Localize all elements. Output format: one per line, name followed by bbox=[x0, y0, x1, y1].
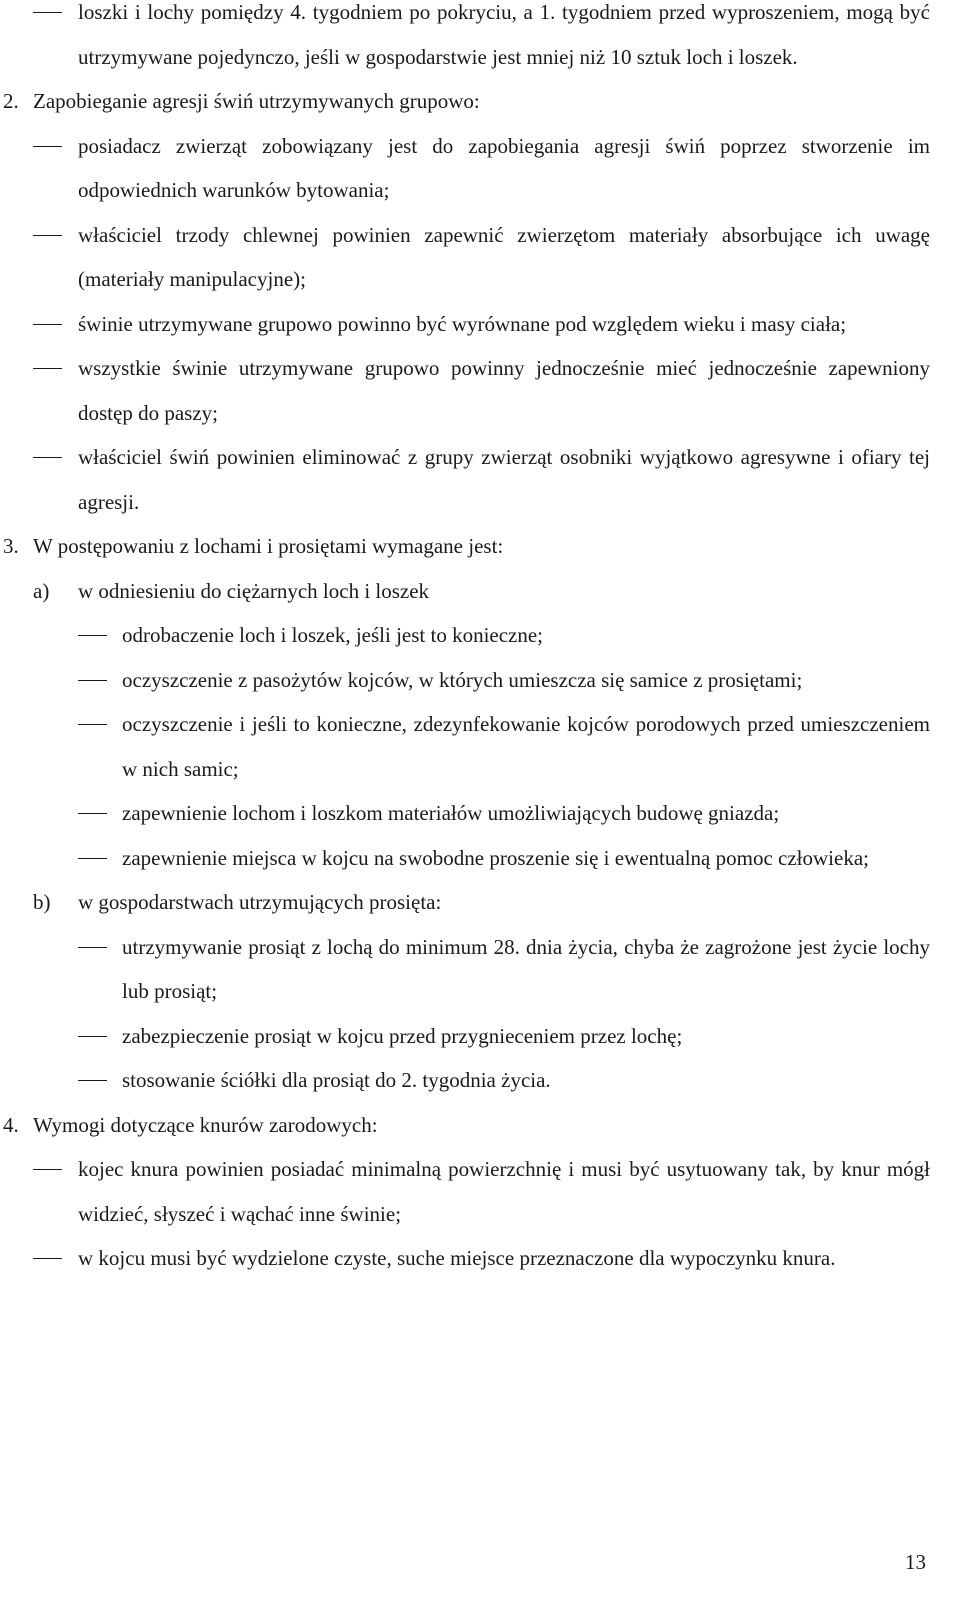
list-item-text: posiadacz zwierząt zobowiązany jest do zapobiegania agresji świń poprzez stworzenie im odpowiednich warunków bytowania; bbox=[78, 133, 930, 202]
subsection-heading bbox=[0, 880, 960, 925]
list-item-text: zabezpieczenie prosiąt w kojcu przed przygnieceniem przez lochę; bbox=[122, 1023, 683, 1048]
dash-bullet bbox=[33, 324, 62, 325]
dash-bullet bbox=[33, 1258, 62, 1259]
list-item bbox=[0, 702, 960, 791]
dash-bullet bbox=[33, 368, 62, 369]
dash-bullet bbox=[33, 146, 62, 147]
dash-bullet bbox=[78, 1080, 107, 1081]
list-item bbox=[0, 791, 960, 836]
dash-bullet bbox=[78, 724, 107, 725]
subsection-heading-text: w odniesieniu do ciężarnych loch i loszek bbox=[78, 578, 430, 603]
section-number: 2. bbox=[3, 89, 19, 113]
list-item bbox=[0, 346, 960, 435]
list-item bbox=[0, 1014, 960, 1059]
list-item-text: zapewnienie lochom i loszkom materiałów umożliwiających budowę gniazda; bbox=[122, 801, 780, 825]
section-heading bbox=[0, 1103, 960, 1148]
section-heading bbox=[0, 79, 960, 124]
dash-bullet bbox=[78, 813, 107, 814]
section-number: 4. bbox=[3, 1112, 19, 1137]
section-number: 3. bbox=[3, 534, 19, 558]
dash-bullet bbox=[33, 235, 62, 236]
list-item bbox=[0, 1236, 960, 1281]
section-heading-text: W postępowaniu z lochami i prosiętami wymagane jest: bbox=[33, 534, 504, 558]
subsection-letter: b) bbox=[33, 890, 51, 914]
subsection-heading-text: w gospodarstwach utrzymujących prosięta: bbox=[78, 890, 442, 914]
list-item-text: stosowanie ściółki dla prosiąt do 2. tygodnia życia. bbox=[122, 1068, 551, 1092]
list-item bbox=[0, 302, 960, 347]
list-item-text: loszki i lochy pomiędzy 4. tygodniem po pokryciu, a 1. tygodniem przed wyproszeniem, mogą być utrzymywane pojedynczo, jeśli w gospodarstwie jest mniej niż 10 sztuk loch i loszek. bbox=[78, 0, 930, 69]
list-item bbox=[0, 613, 960, 658]
list-item-text: wszystkie świnie utrzymywane grupowo powinny jednocześnie mieć jednocześnie zapewniony dostęp do paszy; bbox=[78, 356, 930, 425]
list-item bbox=[0, 836, 960, 881]
dash-bullet bbox=[78, 947, 107, 948]
section-heading-text: Wymogi dotyczące knurów zarodowych: bbox=[33, 1112, 378, 1137]
dash-bullet bbox=[78, 858, 107, 859]
list-item-text: zapewnienie miejsca w kojcu na swobodne proszenie się i ewentualną pomoc człowieka; bbox=[122, 845, 869, 870]
dash-bullet bbox=[78, 680, 107, 681]
list-item bbox=[0, 1147, 960, 1236]
list-item bbox=[0, 925, 960, 1014]
dash-bullet bbox=[78, 1036, 107, 1037]
list-item bbox=[0, 0, 960, 79]
list-item bbox=[0, 1058, 960, 1103]
page-number: 13 bbox=[905, 1550, 926, 1574]
section-heading bbox=[0, 524, 960, 569]
list-item-text: świnie utrzymywane grupowo powinno być wyrównane pod względem wieku i masy ciała; bbox=[78, 311, 847, 336]
list-item bbox=[0, 658, 960, 703]
section-heading-text: Zapobieganie agresji świń utrzymywanych grupowo: bbox=[33, 89, 480, 113]
list-item bbox=[0, 213, 960, 302]
list-item-text: oczyszczenie i jeśli to konieczne, zdezynfekowanie kojców porodowych przed umieszczeniem w nich samic; bbox=[122, 712, 930, 781]
dash-bullet bbox=[33, 12, 62, 13]
list-item bbox=[0, 435, 960, 524]
list-item-text: właściciel trzody chlewnej powinien zapewnić zwierzętom materiały absorbujące ich uwagę (materiały manipulacyjne); bbox=[78, 222, 930, 291]
subsection-heading bbox=[0, 569, 960, 614]
dash-bullet bbox=[33, 1169, 62, 1170]
list-item-text: oczyszczenie z pasożytów kojców, w których umieszcza się samice z prosiętami; bbox=[122, 667, 803, 692]
list-item-text: w kojcu musi być wydzielone czyste, suche miejsce przeznaczone dla wypoczynku knura. bbox=[78, 1246, 836, 1270]
list-item-text: właściciel świń powinien eliminować z grupy zwierząt osobniki wyjątkowo agresywne i ofiary tej agresji. bbox=[78, 445, 930, 514]
list-item-text: odrobaczenie loch i loszek, jeśli jest to konieczne; bbox=[122, 623, 544, 647]
list-item bbox=[0, 124, 960, 213]
subsection-letter: a) bbox=[33, 578, 50, 603]
dash-bullet bbox=[33, 457, 62, 458]
list-item-text: utrzymywanie prosiąt z lochą do minimum 28. dnia życia, chyba że zagrożone jest życie lochy lub prosiąt; bbox=[122, 934, 930, 1003]
list-item-text: kojec knura powinien posiadać minimalną powierzchnię i musi być usytuowany tak, by knur mógł widzieć, słyszeć i wąchać inne świnie; bbox=[78, 1157, 930, 1226]
dash-bullet bbox=[78, 635, 107, 636]
